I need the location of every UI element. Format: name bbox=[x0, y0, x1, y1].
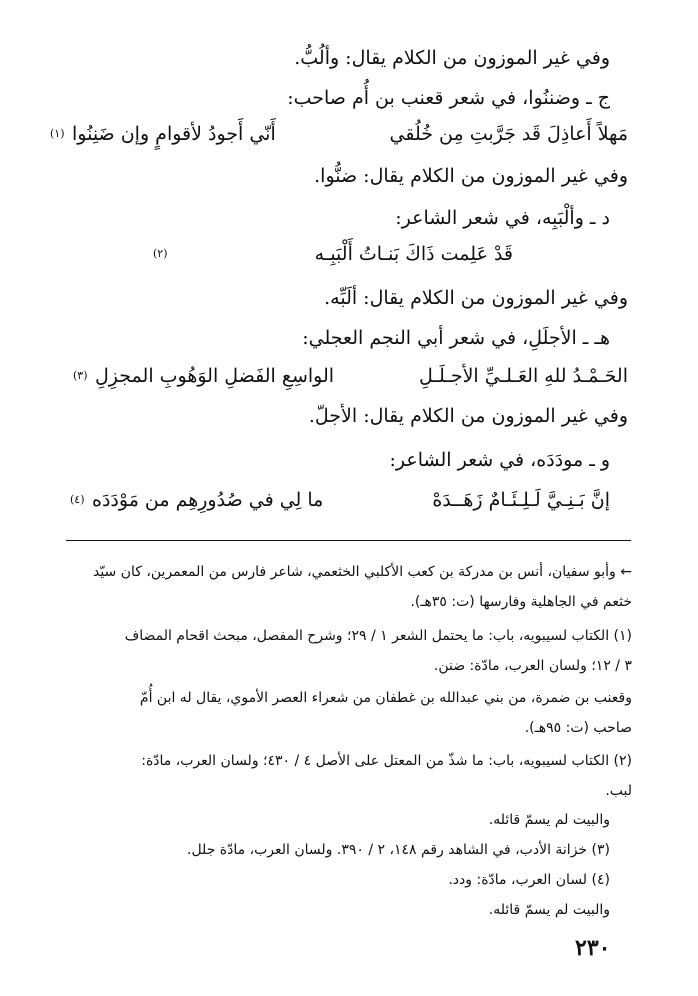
body-line: وفي غير الموزون من الكلام يقال: الأجلّ. bbox=[308, 405, 628, 427]
verse-second-hemistich: ما لِي في صُدُورِهِم من مَوْدَدَه bbox=[92, 489, 324, 511]
verse-first-hemistich: الحَـمْـدُ للهِ العَـلـيِّ الأجـلَـلِ bbox=[419, 365, 628, 387]
footnote-line: (٣) خزانة الأدب، في الشاهد رقم ١٤٨، ٢ / ٣٩٠. ولسان العرب، مادّة جلل. bbox=[187, 842, 610, 858]
body-line: وفي غير الموزون من الكلام يقال: ألَبِّه. bbox=[324, 287, 628, 309]
verse-ref: (٣) bbox=[73, 369, 88, 382]
footnote-line: (٢) الكتاب لسيبويه، باب: ما شذّ من المعتل على الأصل ٤ / ٤٣٠؛ ولسان العرب، مادّة: bbox=[141, 753, 632, 769]
footnote-line: لبب. bbox=[605, 783, 632, 799]
footnote-line: وقعنب بن ضمرة، من بني عبدالله بن غطفان من شعراء العصر الأموي، يقال له ابن أُمّ bbox=[139, 690, 632, 706]
verse-first-hemistich: إنَّ بَـنِـيَّ لَـلِـئَـامٌ زَهَــدَهْ bbox=[432, 489, 610, 511]
body-line: ج ـ وضننُوا، في شعر قعنب بن أُم صاحب: bbox=[287, 87, 610, 109]
page-number: ٢٣٠ bbox=[575, 935, 611, 961]
verse-first-hemistich: مَهلاً أَعاذِلَ قَد جَرَّبتِ مِن خُلُقي bbox=[389, 123, 628, 145]
footnote-line: (٤) لسان العرب، مادّة: ودد. bbox=[448, 872, 610, 888]
verse-second-hemistich: أَنّي أَجودُ لأقوامٍ وإن ضَنِنُوا bbox=[72, 123, 276, 145]
footnote-line: والبيت لم يسمّ قائله. bbox=[488, 902, 610, 918]
footnote-line: (١) الكتاب لسيبويه، باب: ما يحتمل الشعر ١ / ٢٩؛ وشرح المفصل، مبحث اقحام المضاف bbox=[124, 628, 632, 644]
verse-hemistich: قَدْ عَلِمت ذَاكَ بَنـاتُ أَلْبَبِـه bbox=[314, 243, 513, 265]
body-line: هـ ـ الأجلَلِ، في شعر أبي النجم العجلي: bbox=[302, 327, 610, 349]
footnote-line: والبيت لم يسمّ قائله. bbox=[488, 812, 610, 828]
body-line: و ـ مودَدَه، في شعر الشاعر: bbox=[389, 449, 610, 471]
body-line: د ـ وألْبَبِه، في شعر الشاعر: bbox=[395, 207, 610, 229]
verse-ref: (٢) bbox=[153, 247, 168, 260]
body-line: وفي غير الموزون من الكلام يقال: وألُبُّ. bbox=[294, 47, 610, 69]
footnote-line: ← وأبو سفيان، أنس بن مدركة بن كعب الأكلبي الخثعمي، شاعر فارس من المعمرين، كان سيّد bbox=[92, 564, 632, 580]
footnote-divider bbox=[66, 540, 631, 541]
verse-second-hemistich: الواسِعِ الفَضلِ الوَهُوبِ المجزِلِ bbox=[95, 365, 335, 387]
verse-ref: (١) bbox=[50, 127, 65, 140]
body-line: وفي غير الموزون من الكلام يقال: ضنُّوا. bbox=[314, 165, 628, 187]
footnote-line: خثعم في الجاهلية وفارسها (ت: ٣٥هـ). bbox=[410, 594, 632, 610]
verse-ref: (٤) bbox=[70, 493, 85, 506]
footnote-line: ٣ / ١٢؛ ولسان العرب، مادّة: ضنن. bbox=[433, 658, 632, 674]
footnote-line: صاحب (ت: ٩٥هـ). bbox=[524, 720, 632, 736]
